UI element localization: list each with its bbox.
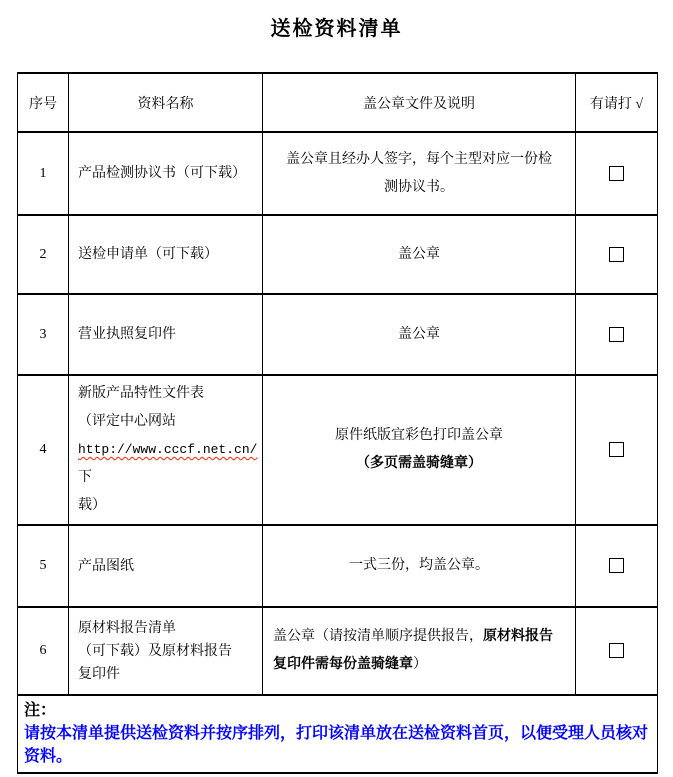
- stamp-instructions: 盖公章且经办人签字，每个主型对应一份检 测协议书。: [263, 132, 576, 215]
- checkbox[interactable]: [609, 442, 624, 457]
- header-name: 资料名称: [69, 73, 263, 132]
- materials-checklist-table: [17, 72, 658, 774]
- stamp-instructions: [263, 607, 576, 695]
- stamp-instructions: [263, 375, 576, 525]
- table-row: [18, 215, 658, 294]
- row-number: 4: [18, 375, 69, 525]
- header-check: 有请打 √: [576, 73, 658, 132]
- material-name: 营业执照复印件: [69, 294, 263, 375]
- row-number: 6: [18, 607, 69, 695]
- row-number: 2: [18, 215, 69, 294]
- material-name-text: 下: [78, 470, 92, 485]
- stamp-instructions-bold-text: 原材料报告复印件需每份盖骑缝章: [273, 629, 553, 672]
- material-name: 送检申请单（可下载）: [69, 215, 263, 294]
- stamp-instructions-line: 原件纸版宜彩色打印盖公章: [335, 428, 503, 443]
- note-cell: [18, 695, 658, 773]
- table-row: [18, 607, 658, 695]
- material-name: [69, 375, 263, 525]
- header-no: 序号: [18, 73, 69, 132]
- material-name: 产品图纸: [69, 525, 263, 607]
- checkbox[interactable]: [609, 643, 624, 658]
- checkbox[interactable]: [609, 327, 624, 342]
- header-desc: 盖公章文件及说明: [263, 73, 576, 132]
- material-name-line: 新版产品特性文件表: [78, 386, 204, 401]
- stamp-instructions-bold-line: （多页需盖骑缝章）: [356, 456, 482, 471]
- material-name: 产品检测协议书（可下载）: [69, 132, 263, 215]
- row-number: 3: [18, 294, 69, 375]
- url-text: http://www.cccf.net.cn/: [78, 442, 258, 457]
- stamp-instructions: 一式三份，均盖公章。: [263, 525, 576, 607]
- note-row: [18, 695, 658, 773]
- row-number: 1: [18, 132, 69, 215]
- material-name-line: 载）: [78, 498, 106, 513]
- table-row: [18, 294, 658, 375]
- stamp-instructions-text: ）: [413, 657, 427, 672]
- note-label: 注：: [24, 702, 57, 719]
- note-text: 请按本清单提供送检资料并按序排列，打印该清单放在送检资料首页，以便受理人员核对资料。: [24, 725, 649, 765]
- material-name-line: （评定中心网站: [78, 414, 176, 429]
- page-title: 送检资料清单: [270, 18, 403, 40]
- checkbox[interactable]: [609, 166, 624, 181]
- stamp-instructions-text: 盖公章（请按清单顺序提供报告，: [273, 629, 483, 644]
- table-row: [18, 132, 658, 215]
- checkbox[interactable]: [609, 247, 624, 262]
- checkbox[interactable]: [609, 558, 624, 573]
- material-name-line: [78, 436, 256, 492]
- row-number: 5: [18, 525, 69, 607]
- material-name: 原材料报告清单 （可下载）及原材料报告 复印件: [69, 607, 263, 695]
- stamp-instructions: 盖公章: [263, 215, 576, 294]
- table-row: [18, 375, 658, 525]
- table-row: [18, 525, 658, 607]
- table-header-row: [18, 73, 658, 132]
- stamp-instructions: 盖公章: [263, 294, 576, 375]
